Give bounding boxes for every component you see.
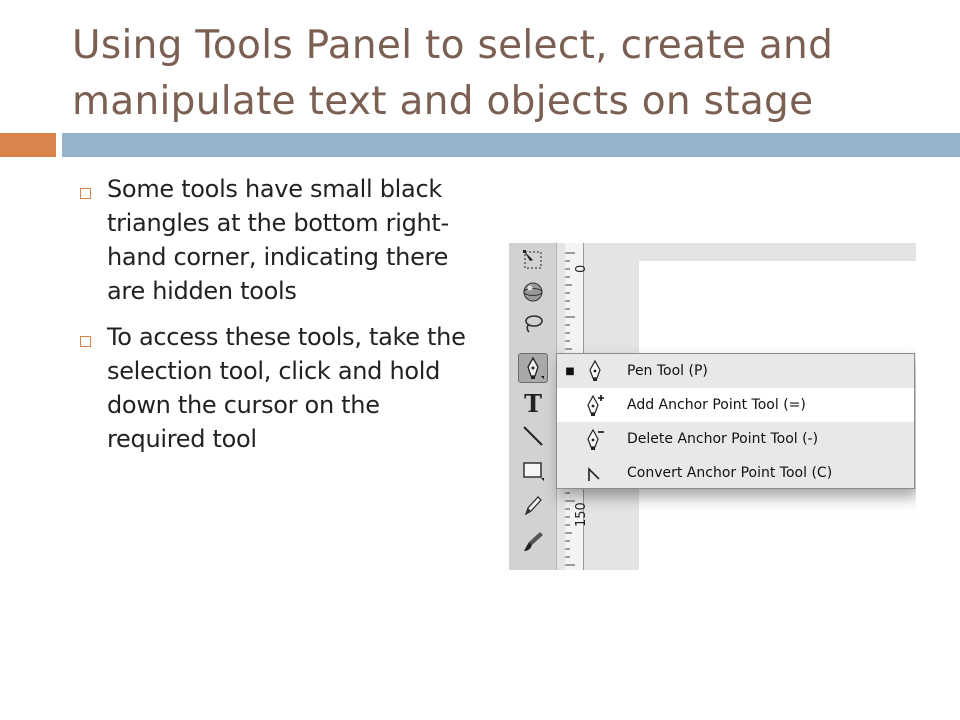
bullet-list [78,172,478,468]
selected-mark-icon: ■ [565,365,575,377]
square-bullet-icon [80,336,91,347]
convert-anchor-point-icon [583,461,627,485]
pen-icon [583,359,627,383]
pen-tool-icon[interactable] [518,353,548,383]
flyout-item-pen-tool[interactable] [557,354,914,388]
flyout-item-label: Convert Anchor Point Tool (C) [627,465,833,481]
flyout-item-label: Add Anchor Point Tool (=) [627,397,806,413]
rectangle-tool-icon[interactable] [518,455,548,485]
text-tool-icon[interactable] [518,388,548,418]
pencil-tool-icon[interactable] [518,491,548,521]
tools-panel [509,243,557,570]
bullet-text: Some tools have small black triangles at the bottom right-hand corner, indicating there are hidden tools [107,175,449,305]
flyout-item-add-anchor-point-tool[interactable] [557,388,914,422]
ruler-label-150: 150 [574,502,589,527]
line-tool-icon[interactable] [518,421,548,451]
flyout-item-delete-anchor-point-tool[interactable] [557,422,914,456]
bullet-item [78,320,478,456]
title-accent-blue-bar [62,133,960,157]
bullet-text: To access these tools, take the selection tool, click and hold down the cursor on the required tool [107,323,466,453]
square-bullet-icon [80,188,91,199]
lasso-tool-icon[interactable] [518,309,548,339]
3d-rotation-tool-icon[interactable] [518,277,548,307]
flyout-item-label: Delete Anchor Point Tool (-) [627,431,819,447]
free-transform-tool-icon[interactable] [518,245,548,275]
text-tool-glyph: T [524,388,542,418]
pasteboard [639,243,916,261]
flyout-item-convert-anchor-point-tool[interactable] [557,456,914,490]
bullet-item [78,172,478,308]
delete-anchor-point-icon [583,427,627,451]
title-accent-orange-bar [0,133,56,157]
add-anchor-point-icon [583,393,627,417]
brush-tool-icon[interactable] [518,527,548,557]
ruler-label-0: 0 [574,264,589,273]
tools-panel-screenshot [509,243,916,570]
flyout-item-label: Pen Tool (P) [627,363,708,379]
pen-tool-flyout-menu [556,353,915,489]
slide-title: Using Tools Panel to select, create and manipulate text and objects on stage [72,23,834,124]
